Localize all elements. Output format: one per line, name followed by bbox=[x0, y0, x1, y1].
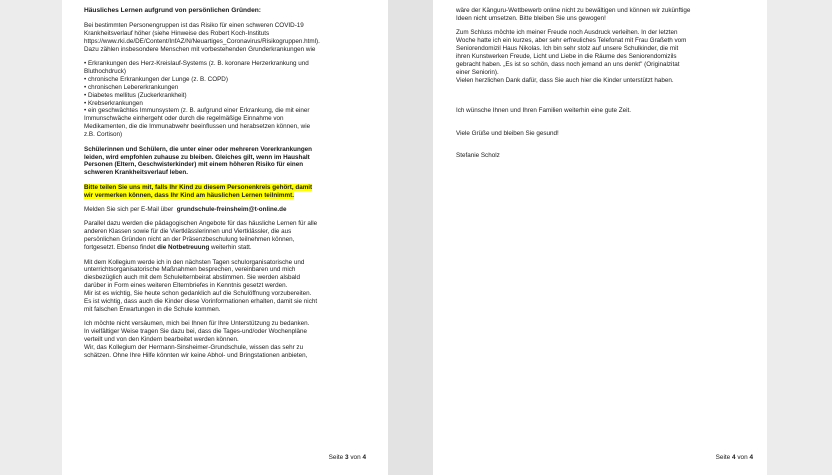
section-title: Häusliches Lernen aufgrund von persönlichen Gründen: bbox=[84, 7, 261, 14]
page-footer bbox=[716, 454, 753, 461]
kollegium-line: diesbezüglich auch mit dem Schulelternbeirat abstimmen. Sie werden alsbald bbox=[84, 274, 300, 282]
parallel-line: Parallel dazu werden die pädagogischen Angebote für das häusliche Lernen für alle bbox=[84, 220, 318, 228]
footer-prefix: Seite bbox=[328, 454, 344, 461]
closing-line: ihren Kunstwerken Freude, Licht und Liebe in die Räume des Seniorendomizils bbox=[456, 53, 677, 61]
list-item: Bluthochdruck) bbox=[84, 67, 126, 75]
closing-line: Woche hatte ich ein kurzes, aber sehr erfreuliches Telefonat mit Frau Graßeth vom bbox=[456, 37, 687, 45]
thanks-line: schätzen. Ohne Ihre Hilfe könnten wir keine Abhol- und Bringstationen anbieten, bbox=[84, 352, 308, 360]
closing-line: Zum Schluss möchte ich meiner Freude noch Ausdruck verleihen. In der letzten bbox=[456, 29, 678, 37]
page-number: 4 bbox=[732, 454, 736, 461]
list-item: • chronischen Lebererkrankungen bbox=[84, 83, 179, 91]
page-total: 4 bbox=[749, 454, 753, 461]
document-page-4 bbox=[433, 0, 767, 475]
kollegium-line: Es ist wichtig, dass auch die Kinder diese Vorinformationen erhalten, damit sie nicht bbox=[84, 298, 318, 306]
recommendation-line: schweren Krankheitsverlauf leben. bbox=[84, 169, 188, 177]
parallel-last-prefix: fortgesetzt. Ebenso findet bbox=[84, 244, 156, 252]
list-item: • ein geschwächtes Immunsystem (z. B. aufgrund einer Erkrankung, die mit einer bbox=[84, 107, 310, 115]
closing-paragraph bbox=[456, 29, 755, 84]
kollegium-line: darüber in Form eines weiteren Elternbriefes in Kenntnis gesetzt werden. bbox=[84, 282, 288, 290]
intro-line: https://www.rki.de/DE/Content/InfAZ/N/Neuartiges_Coronavirus/Risikogruppen.html). bbox=[84, 37, 320, 45]
continuation-paragraph bbox=[456, 7, 755, 23]
recommendation-paragraph bbox=[84, 146, 376, 178]
recommendation-line: Personen (Eltern, Geschwisterkinder) mit einem höheren Risiko für einen bbox=[84, 161, 304, 169]
closing-line: Seniorendomizil Haus Nikolas. Ich bin sehr stolz auf unsere Schulkinder, die mit bbox=[456, 45, 679, 53]
footer-mid: von bbox=[737, 454, 748, 461]
conditions-list bbox=[84, 60, 376, 139]
intro-line: Krankheitsverlauf höher (siehe Hinweise des Robert Koch-Instituts bbox=[84, 29, 270, 37]
list-item: Immunschwäche einhergeht oder durch die regelmäßige Einnahme von bbox=[84, 115, 284, 123]
email-address[interactable]: grundschule-freinsheim@t-online.de bbox=[176, 206, 287, 214]
page-gap bbox=[388, 0, 433, 475]
page-footer bbox=[329, 454, 366, 461]
list-item: • Krebserkrankungen bbox=[84, 99, 143, 107]
signature: Stefanie Scholz bbox=[456, 151, 500, 159]
intro-line: Dazu zählen insbesondere Menschen mit vorbestehenden Grunderkrankungen wie bbox=[84, 45, 316, 53]
thanks-paragraph bbox=[84, 320, 376, 360]
list-item: • chronische Erkrankungen der Lunge (z. B. COPD) bbox=[84, 75, 228, 83]
thanks-line: Wir, das Kollegium der Hermann-Sinsheimer-Grundschule, wissen das sehr zu bbox=[84, 344, 304, 352]
email-prefix: Melden Sie sich per E-Mail über bbox=[84, 206, 174, 214]
document-page-3 bbox=[62, 0, 388, 475]
highlight-line: Bitte teilen Sie uns mit, falls Ihr Kind zu diesem Personenkreis gehört, damit bbox=[84, 183, 313, 191]
parallel-line: persönlichen Gründen nicht an der Präsenzbeschulung teilnehmen können, bbox=[84, 236, 295, 244]
kollegium-line: Mit dem Kollegium werde ich in den nächsten Tagen schulorganisatorische und bbox=[84, 258, 305, 266]
parallel-line: anderen Klassen sowie für die Viertklässlerinnen und Viertklässler, die aus bbox=[84, 228, 292, 236]
intro-paragraph bbox=[84, 22, 376, 54]
closing-line: gebracht haben. „Es ist so schön, dass noch jemand an uns denkt" (Originalzitat bbox=[456, 60, 680, 68]
kollegium-paragraph bbox=[84, 259, 376, 314]
continuation-line: wäre der Känguru-Wettbewerb online nicht zu bewältigen und können wir zukünftige bbox=[456, 7, 691, 14]
continuation-line: Ideen nicht umsetzen. Bitte bleiben Sie uns gewogen! bbox=[456, 14, 606, 22]
kollegium-line: unterrichtsorganisatorische Maßnahmen besprechen, vereinbaren und mich bbox=[84, 266, 296, 274]
wish-line: Ich wünsche Ihnen und Ihren Familien weiterhin eine gute Zeit. bbox=[456, 107, 632, 115]
greeting-line: Viele Grüße und bleiben Sie gesund! bbox=[456, 129, 559, 137]
intro-line: Bei bestimmten Personengruppen ist das Risiko für einen schweren COVID-19 bbox=[84, 21, 304, 29]
closing-line: einer Seniorin). bbox=[456, 68, 499, 76]
page-total: 4 bbox=[362, 454, 366, 461]
parallel-last-line bbox=[84, 244, 376, 252]
highlighted-notice bbox=[84, 184, 376, 200]
list-item: Medikamenten, die die Immunabwehr beeinflussen und herabsetzen können, wie bbox=[84, 123, 311, 131]
kollegium-line: Mir ist es wichtig, Sie heute schon gedanklich auf die Schulöffnung vorzubereiten. bbox=[84, 290, 312, 298]
thanks-line: Ich möchte nicht versäumen, mich bei Ihnen für Ihre Unterstützung zu bedanken. bbox=[84, 320, 310, 328]
email-line bbox=[84, 206, 376, 214]
footer-mid: von bbox=[350, 454, 361, 461]
parallel-last-suffix: weiterhin statt. bbox=[211, 244, 252, 252]
page-number: 3 bbox=[345, 454, 349, 461]
footer-prefix: Seite bbox=[715, 454, 731, 461]
list-item: • Erkrankungen des Herz-Kreislauf-Systems (z. B. koronare Herzerkrankung und bbox=[84, 60, 309, 68]
recommendation-line: Schülerinnen und Schülern, die unter einer oder mehreren Vorerkrankungen bbox=[84, 145, 313, 153]
list-item: • Diabetes mellitus (Zuckerkrankheit) bbox=[84, 91, 187, 99]
recommendation-line: leiden, wird empfohlen zuhause zu bleiben. Gleiches gilt, wenn im Haushalt bbox=[84, 153, 310, 161]
kollegium-line: mit falschen Erwartungen in die Schule kommen. bbox=[84, 306, 221, 313]
parallel-paragraph bbox=[84, 220, 376, 252]
notbetreuung-text: die Notbetreuung bbox=[157, 244, 210, 252]
list-item: z.B. Cortison) bbox=[84, 131, 123, 139]
thanks-line: In vielfältiger Weise tragen Sie dazu bei, dass die Tages-und/oder Wochenpläne bbox=[84, 328, 307, 336]
thanks-line: verteilt und von den Kindern bearbeitet werden können. bbox=[84, 336, 239, 344]
closing-line: Vielen herzlichen Dank dafür, dass Sie auch hier die Kinder unterstützt haben. bbox=[456, 76, 674, 84]
highlight-line: wir vermerken können, dass Ihr Kind am häuslichen Lernen teilnimmt. bbox=[84, 191, 294, 199]
